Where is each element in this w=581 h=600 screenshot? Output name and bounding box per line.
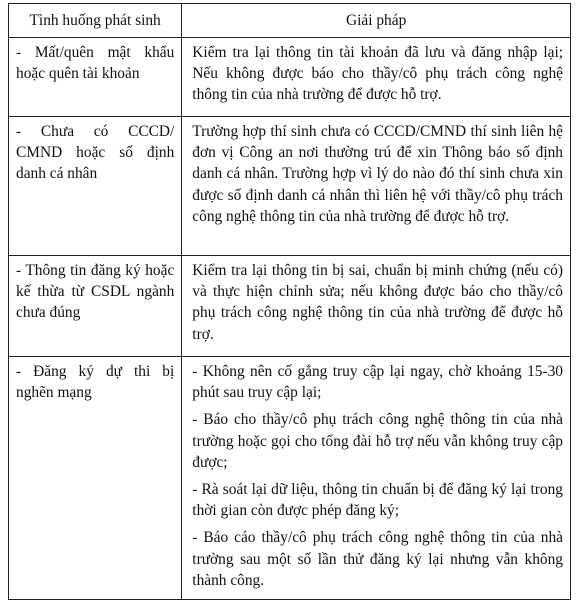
situation-cell: - Đăng ký dự thi bị nghẽn mạng	[9, 357, 182, 600]
header-solution: Giải pháp	[182, 4, 571, 38]
solution-bullet: - Báo cáo thầy/cô phụ trách công nghệ thông tin của nhà trường sau một số lần thử đăng ký lại nhưng vẫn không thành công.	[192, 529, 563, 589]
solution-cell	[182, 117, 571, 256]
solution-cell	[182, 38, 571, 117]
solution-cell	[182, 357, 571, 600]
table-row	[9, 256, 571, 357]
solution-paragraph: Trường hợp thí sinh chưa có CCCD/CMND thí sinh liên hệ đơn vị Công an nơi thường trú để xin Thông báo số định danh cá nhân. Trường hợp vì lý do nào đó thí sinh chưa xin được số định danh cá nhân thì liên hệ với thầy/cô phụ trách công nghệ thông tin của nhà trường để được hỗ trợ.	[192, 123, 563, 225]
solution-paragraph: Kiểm tra lại thông tin bị sai, chuẩn bị minh chứng (nếu có) và thực hiện chỉnh sửa; nếu không được báo cho thầy/cô phụ trách công nghệ thông tin của nhà trường để được hỗ trợ.	[192, 262, 563, 343]
table-row	[9, 38, 571, 117]
table-row	[9, 357, 571, 600]
solution-bullet: - Rà soát lại dữ liệu, thông tin chuẩn bị để đăng ký lại trong thời gian còn được phép đăng ký;	[192, 481, 563, 520]
situation-cell: - Thông tin đăng ký hoặc kế thừa từ CSDL ngành chưa đúng	[9, 256, 182, 357]
table-header-row	[9, 4, 571, 38]
solution-bullet: - Không nên cố gắng truy cập lại ngay, chờ khoảng 15-30 phút sau truy cập lại;	[192, 363, 563, 402]
situation-cell: - Chưa có CCCD/ CMND hoặc số định danh cá nhân	[9, 117, 182, 256]
solution-paragraph: Kiểm tra lại thông tin tài khoản đã lưu và đăng nhập lại; Nếu không được báo cho thầy/cô phụ trách công nghệ thông tin của nhà trường để được hỗ trợ.	[192, 44, 563, 104]
solution-bullet: - Báo cho thầy/cô phụ trách công nghệ thông tin của nhà trường hoặc gọi cho tổng đài hỗ trợ nếu vẫn không truy cập được;	[192, 411, 563, 471]
header-situation: Tình huống phát sinh	[9, 4, 182, 38]
troubleshooting-table	[8, 3, 571, 600]
table-row	[9, 117, 571, 256]
solution-cell	[182, 256, 571, 357]
situation-cell: - Mất/quên mật khẩu hoặc quên tài khoản	[9, 38, 182, 117]
